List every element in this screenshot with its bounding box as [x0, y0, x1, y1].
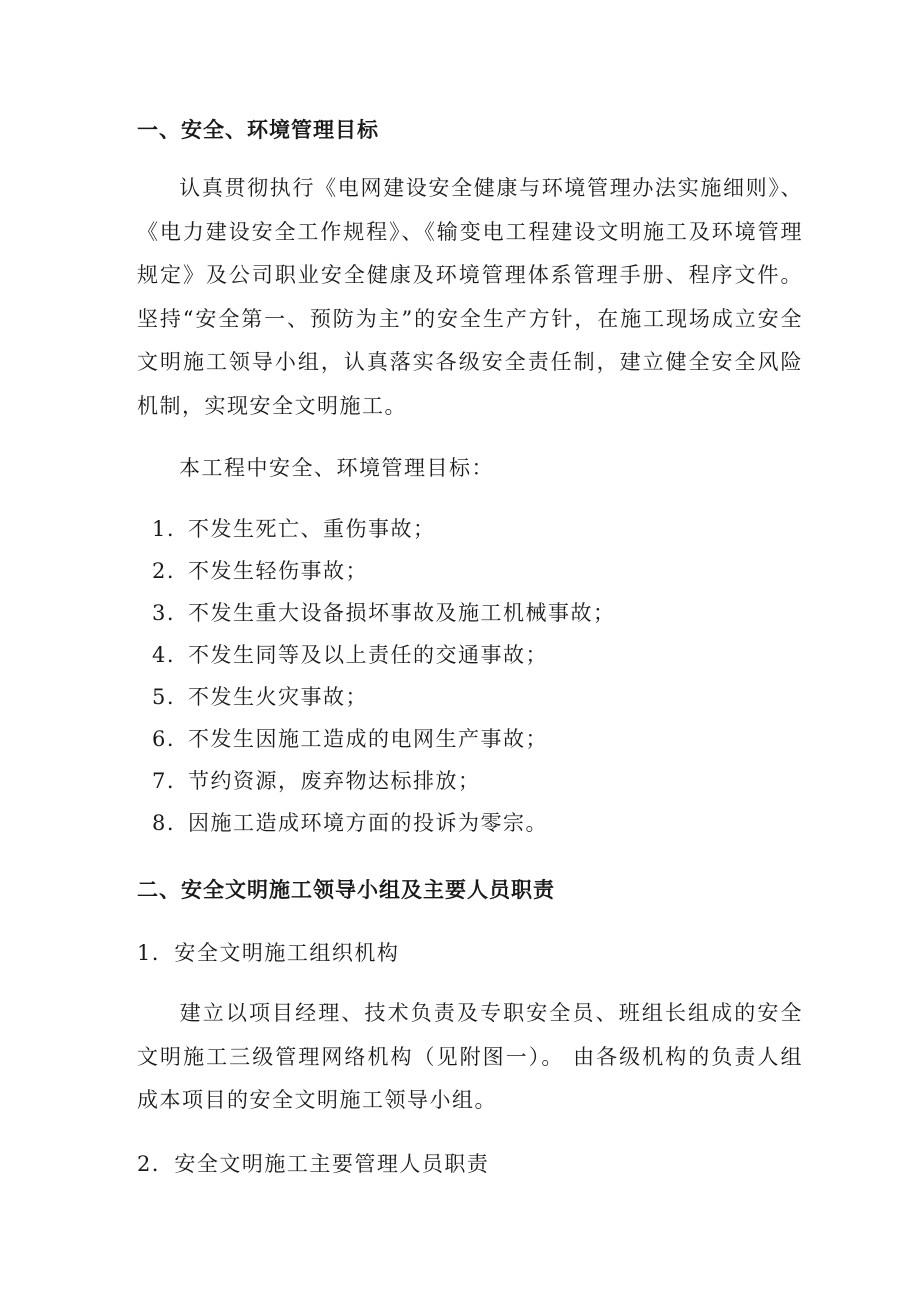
- goals-list: [152, 508, 616, 844]
- list-item-number: 6.: [152, 727, 176, 751]
- list-item: [152, 760, 616, 802]
- list-item-text: 节约资源，废弃物达标排放；: [188, 769, 481, 793]
- list-item-text: 因施工造成环境方面的投诉为零宗。: [188, 811, 548, 835]
- list-item: [152, 592, 616, 634]
- list-item-number: 1.: [152, 517, 176, 541]
- list-item: [152, 676, 616, 718]
- list-item-number: 2.: [152, 559, 176, 583]
- sub1-paragraph: [137, 992, 803, 1123]
- list-item-text: 不发生重大设备损坏事故及施工机械事故；: [188, 601, 616, 625]
- list-item-number: 3.: [152, 601, 176, 625]
- list-item: [152, 718, 616, 760]
- list-item: [152, 508, 616, 550]
- list-item-number: 8.: [152, 811, 176, 835]
- list-item: [152, 550, 616, 592]
- section1-paragraph: [137, 167, 803, 428]
- section1-title: 一、安全、环境管理目标: [137, 117, 379, 142]
- list-item: [152, 802, 616, 844]
- list-item-text: 不发生火灾事故；: [188, 685, 368, 709]
- list-item-text: 不发生死亡、重伤事故；: [188, 517, 436, 541]
- sub1-paragraph-text: 建立以项目经理、技术负责及专职安全员、班组长组成的安全文明施工三级管理网络机构（见附图一）。 由各级机构的负责人组成本项目的安全文明施工领导小组。: [137, 1001, 803, 1112]
- section1-paragraph-text: 认真贯彻执行《电网建设安全健康与环境管理办法实施细则》、《电力建设安全工作规程》、《输变电工程建设文明施工及环境管理规定》及公司职业安全健康及环境管理体系管理手册、程序文件。坚持“安全第一、预防为主”的安全生产方针，在施工现场成立安全文明施工领导小组，认真落实各级安全责任制，建立健全安全风险机制，实现安全文明施工。: [137, 176, 803, 418]
- list-item-text: 不发生轻伤事故；: [188, 559, 368, 583]
- sub1-title: 1．安全文明施工组织机构: [137, 941, 400, 965]
- list-item-number: 5.: [152, 685, 176, 709]
- goals-intro: 本工程中安全、环境管理目标：: [179, 456, 494, 480]
- list-item-number: 7.: [152, 769, 176, 793]
- sub2-title: 2．安全文明施工主要管理人员职责: [137, 1152, 490, 1176]
- list-item-text: 不发生同等及以上责任的交通事故；: [188, 643, 548, 667]
- list-item-number: 4.: [152, 643, 176, 667]
- list-item-text: 不发生因施工造成的电网生产事故；: [188, 727, 548, 751]
- section2-title: 二、安全文明施工领导小组及主要人员职责: [137, 877, 555, 902]
- list-item: [152, 634, 616, 676]
